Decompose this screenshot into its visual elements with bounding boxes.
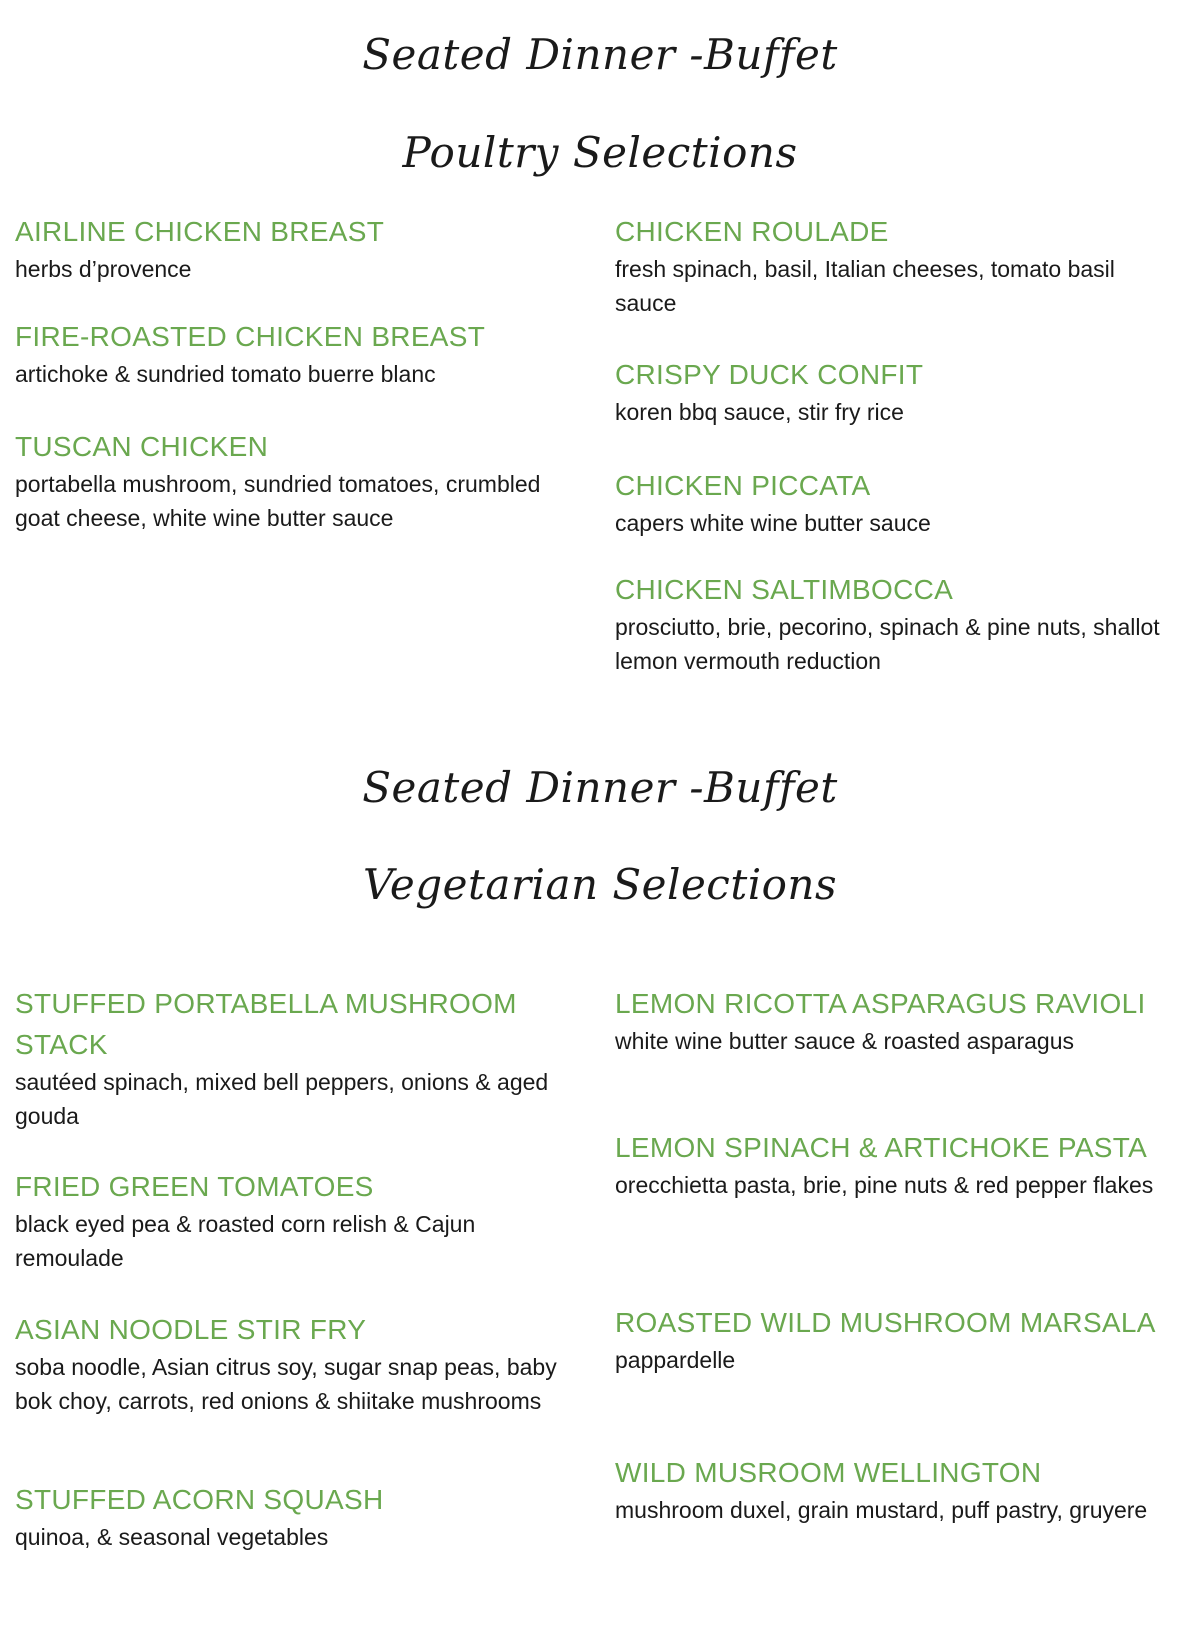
menu-item-name: LEMON RICOTTA ASPARAGUS RAVIOLI — [615, 988, 1146, 1019]
menu-item-description: soba noodle, Asian citrus soy, sugar snap peas, baby bok choy, carrots, red onions & shiitake mushrooms — [15, 1354, 557, 1414]
menu-item-name: CRISPY DUCK CONFIT — [615, 359, 924, 390]
menu-item-description: mushroom duxel, grain mustard, puff pastry, gruyere — [615, 1497, 1148, 1523]
menu-item — [615, 1302, 1175, 1377]
menu-item-name: STUFFED ACORN SQUASH — [15, 1484, 384, 1515]
menu-item-description: herbs d’provence — [15, 256, 192, 282]
menu-item — [615, 465, 1175, 540]
menu-item-description: orecchietta pasta, brie, pine nuts & red pepper flakes — [615, 1172, 1154, 1198]
menu-item-description: quinoa, & seasonal vegetables — [15, 1524, 329, 1550]
menu-item-description: artichoke & sundried tomato buerre blanc — [15, 361, 436, 387]
menu-item-name: CHICKEN ROULADE — [615, 216, 889, 247]
menu-item — [15, 983, 575, 1133]
menu-item-name: WILD MUSROOM WELLINGTON — [615, 1457, 1042, 1488]
menu-item-description: pappardelle — [615, 1347, 736, 1373]
menu-item-description: capers white wine butter sauce — [615, 510, 931, 536]
menu-item — [615, 354, 1175, 429]
menu-item-name: FIRE-ROASTED CHICKEN BREAST — [15, 321, 486, 352]
menu-item-description: fresh spinach, basil, Italian cheeses, tomato basil sauce — [615, 256, 1115, 316]
menu-item-name: ROASTED WILD MUSHROOM MARSALA — [615, 1307, 1156, 1338]
menu-item-name: AIRLINE CHICKEN BREAST — [15, 216, 385, 247]
section-heading-vegetarian-line2: Vegetarian Selections — [362, 860, 838, 909]
menu-item — [15, 316, 575, 391]
menu-item-name: LEMON SPINACH & ARTICHOKE PASTA — [615, 1132, 1148, 1163]
menu-item-description: black eyed pea & roasted corn relish & Cajun remoulade — [15, 1211, 476, 1271]
section-heading-vegetarian-line1: Seated Dinner -Buffet — [362, 763, 838, 812]
menu-item-description: portabella mushroom, sundried tomatoes, crumbled goat cheese, white wine butter sauce — [15, 471, 541, 531]
section-heading-poultry-line1: Seated Dinner -Buffet — [362, 30, 838, 79]
menu-item — [15, 211, 575, 286]
menu-item-description: sautéed spinach, mixed bell peppers, onions & aged gouda — [15, 1069, 549, 1129]
menu-item-name: FRIED GREEN TOMATOES — [15, 1171, 374, 1202]
menu-item — [615, 1127, 1175, 1202]
menu-item-name: CHICKEN SALTIMBOCCA — [615, 574, 954, 605]
menu-item-description: white wine butter sauce & roasted asparagus — [615, 1028, 1074, 1054]
menu-item-description: prosciutto, brie, pecorino, spinach & pine nuts, shallot lemon vermouth reduction — [615, 614, 1160, 674]
menu-item-name: TUSCAN CHICKEN — [15, 431, 269, 462]
menu-item — [15, 1166, 575, 1275]
menu-item — [15, 1309, 575, 1418]
menu-item — [615, 211, 1175, 320]
menu-item-description: koren bbq sauce, stir fry rice — [615, 399, 904, 425]
menu-item-name: ASIAN NOODLE STIR FRY — [15, 1314, 367, 1345]
menu-item-name: CHICKEN PICCATA — [615, 470, 871, 501]
menu-item — [15, 426, 575, 535]
menu-item-name: STUFFED PORTABELLA MUSHROOM STACK — [15, 988, 517, 1060]
menu-item — [15, 1479, 575, 1554]
menu-item — [615, 983, 1175, 1058]
section-heading-poultry-line2: Poultry Selections — [402, 128, 798, 177]
menu-item — [615, 1452, 1175, 1527]
menu-item — [615, 569, 1175, 678]
